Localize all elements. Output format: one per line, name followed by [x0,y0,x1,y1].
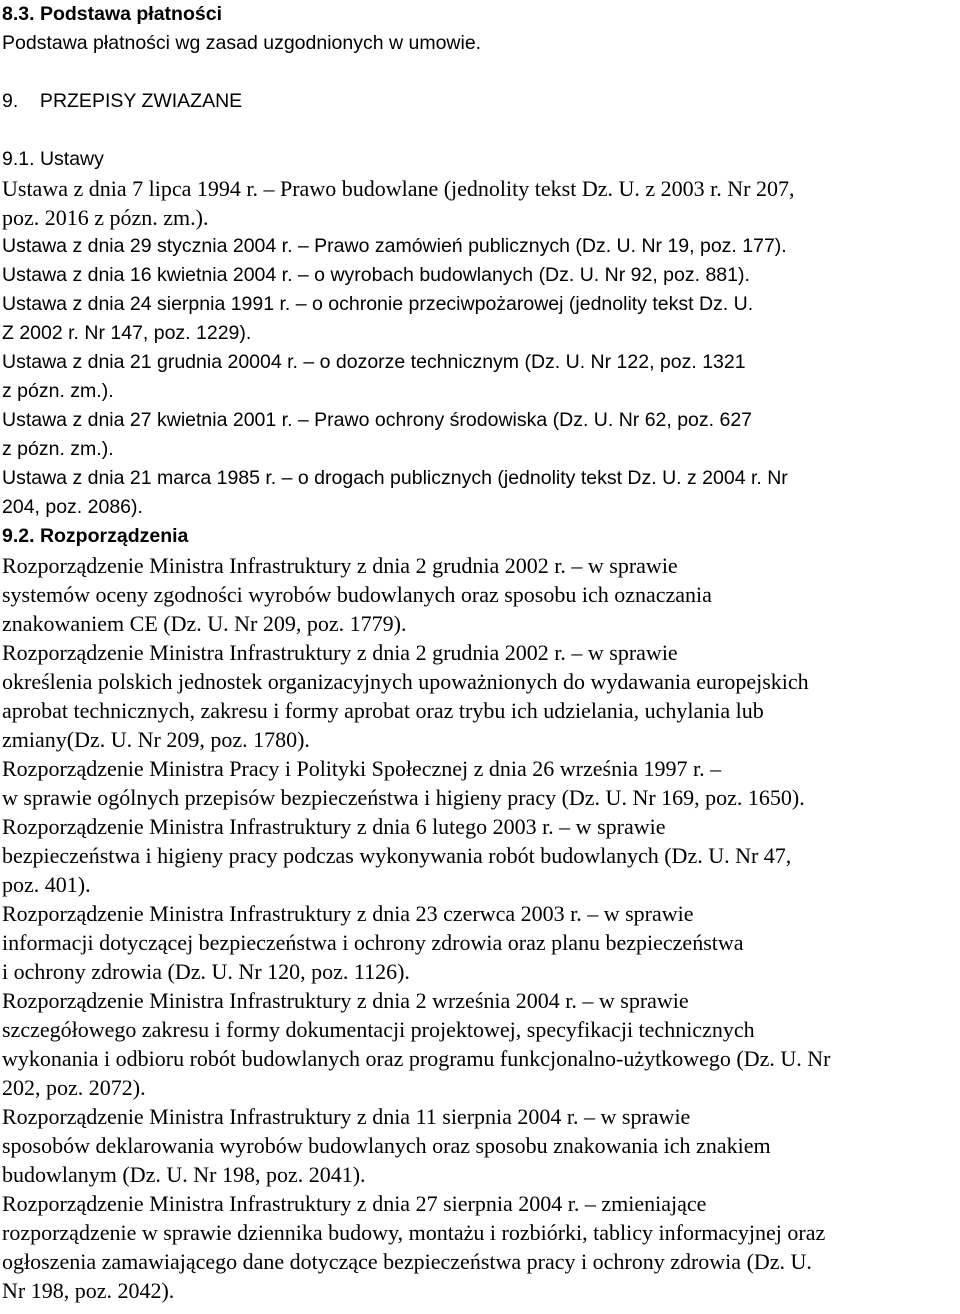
regulation-item [2,812,957,899]
law-line: Ustawa z dnia 24 sierpnia 1991 r. – o ochronie przeciwpożarowej (jednolity tekst Dz. U. [2,293,754,315]
law-line: Ustawa z dnia 16 kwietnia 2004 r. – o wyrobach budowlanych (Dz. U. Nr 92, poz. 881). [2,264,750,286]
regulation-line: systemów oceny zgodności wyrobów budowlanych oraz sposobu ich oznaczania [2,582,712,607]
law-line: z pózn. zm.). [2,438,114,460]
section-9-1-heading: 9.1. Ustawy [2,148,104,170]
law-line: poz. 2016 z pózn. zm.). [2,205,209,230]
regulation-line: określenia polskich jednostek organizacyjnych upoważnionych do wydawania europejskich [2,669,809,694]
regulation-line: aprobat technicznych, zakresu i formy aprobat oraz trybu ich udzielania, uchylania lub [2,698,764,723]
regulation-line: budowlanym (Dz. U. Nr 198, poz. 2041). [2,1162,366,1187]
regulation-line: Rozporządzenie Ministra Infrastruktury z dnia 2 grudnia 2002 r. – w sprawie [2,640,678,665]
document-page [2,0,957,1305]
law-line: Ustawa z dnia 7 lipca 1994 r. – Prawo budowlane (jednolity tekst Dz. U. z 2003 r. Nr 207, [2,176,795,201]
regulation-line: i ochrony zdrowia (Dz. U. Nr 120, poz. 1126). [2,959,410,984]
section-9-heading: 9. PRZEPISY ZWIAZANE [2,90,243,112]
regulation-item [2,986,957,1102]
laws-list [2,174,957,522]
law-line: Z 2002 r. Nr 147, poz. 1229). [2,322,252,344]
law-line: Ustawa z dnia 21 grudnia 20004 r. – o dozorze technicznym (Dz. U. Nr 122, poz. 1321 [2,351,746,373]
regulation-line: Nr 198, poz. 2042). [2,1278,175,1303]
regulation-line: Rozporządzenie Ministra Pracy i Polityki Społecznej z dnia 26 września 1997 r. – [2,756,722,781]
regulation-line: sposobów deklarowania wyrobów budowlanych oraz sposobu znakowania ich znakiem [2,1133,771,1158]
regulation-item [2,1102,957,1189]
spacer [2,116,957,145]
regulation-item [2,1189,957,1305]
regulation-line: znakowaniem CE (Dz. U. Nr 209, poz. 1779). [2,611,407,636]
regulation-line: szczegółowego zakresu i formy dokumentacji projektowej, specyfikacji technicznych [2,1017,755,1042]
section-8-3-text: Podstawa płatności wg zasad uzgodnionych w umowie. [2,32,482,54]
regulation-item [2,551,957,638]
law-line: Ustawa z dnia 27 kwietnia 2001 r. – Prawo ochrony środowiska (Dz. U. Nr 62, poz. 627 [2,409,753,431]
regulation-line: zmiany(Dz. U. Nr 209, poz. 1780). [2,727,310,752]
regulation-line: Rozporządzenie Ministra Infrastruktury z dnia 2 grudnia 2002 r. – w sprawie [2,553,678,578]
regulation-line: bezpieczeństwa i higieny pracy podczas wykonywania robót budowlanych (Dz. U. Nr 47, [2,843,792,868]
law-line: Ustawa z dnia 21 marca 1985 r. – o drogach publicznych (jednolity tekst Dz. U. z 2004 r. Nr [2,467,788,489]
regulations-list [2,551,957,1305]
regulation-line: ogłoszenia zamawiającego dane dotyczące bezpieczeństwa pracy i ochrony zdrowia (Dz. U. [2,1249,812,1274]
regulation-item [2,638,957,754]
section-8-3-heading: 8.3. Podstawa płatności [2,3,222,25]
regulation-line: Rozporządzenie Ministra Infrastruktury z dnia 11 sierpnia 2004 r. – w sprawie [2,1104,691,1129]
regulation-line: 202, poz. 2072). [2,1075,146,1100]
regulation-item [2,899,957,986]
regulation-line: rozporządzenie w sprawie dziennika budowy, montażu i rozbiórki, tablicy informacyjnej oraz [2,1220,826,1245]
regulation-line: Rozporządzenie Ministra Infrastruktury z dnia 6 lutego 2003 r. – w sprawie [2,814,666,839]
law-line: 204, poz. 2086). [2,496,143,518]
section-9-2-heading: 9.2. Rozporządzenia [2,525,189,547]
regulation-line: poz. 401). [2,872,91,897]
spacer [2,58,957,87]
regulation-line: Rozporządzenie Ministra Infrastruktury z dnia 23 czerwca 2003 r. – w sprawie [2,901,694,926]
law-line: z pózn. zm.). [2,380,114,402]
regulation-line: Rozporządzenie Ministra Infrastruktury z dnia 2 września 2004 r. – w sprawie [2,988,689,1013]
regulation-line: Rozporządzenie Ministra Infrastruktury z dnia 27 sierpnia 2004 r. – zmieniające [2,1191,707,1216]
regulation-item [2,754,957,812]
law-line: Ustawa z dnia 29 stycznia 2004 r. – Prawo zamówień publicznych (Dz. U. Nr 19, poz. 177). [2,235,787,257]
regulation-line: wykonania i odbioru robót budowlanych oraz programu funkcjonalno-użytkowego (Dz. U. Nr [2,1046,831,1071]
regulation-line: informacji dotyczącej bezpieczeństwa i ochrony zdrowia oraz planu bezpieczeństwa [2,930,744,955]
regulation-line: w sprawie ogólnych przepisów bezpieczeństwa i higieny pracy (Dz. U. Nr 169, poz. 1650). [2,785,805,810]
